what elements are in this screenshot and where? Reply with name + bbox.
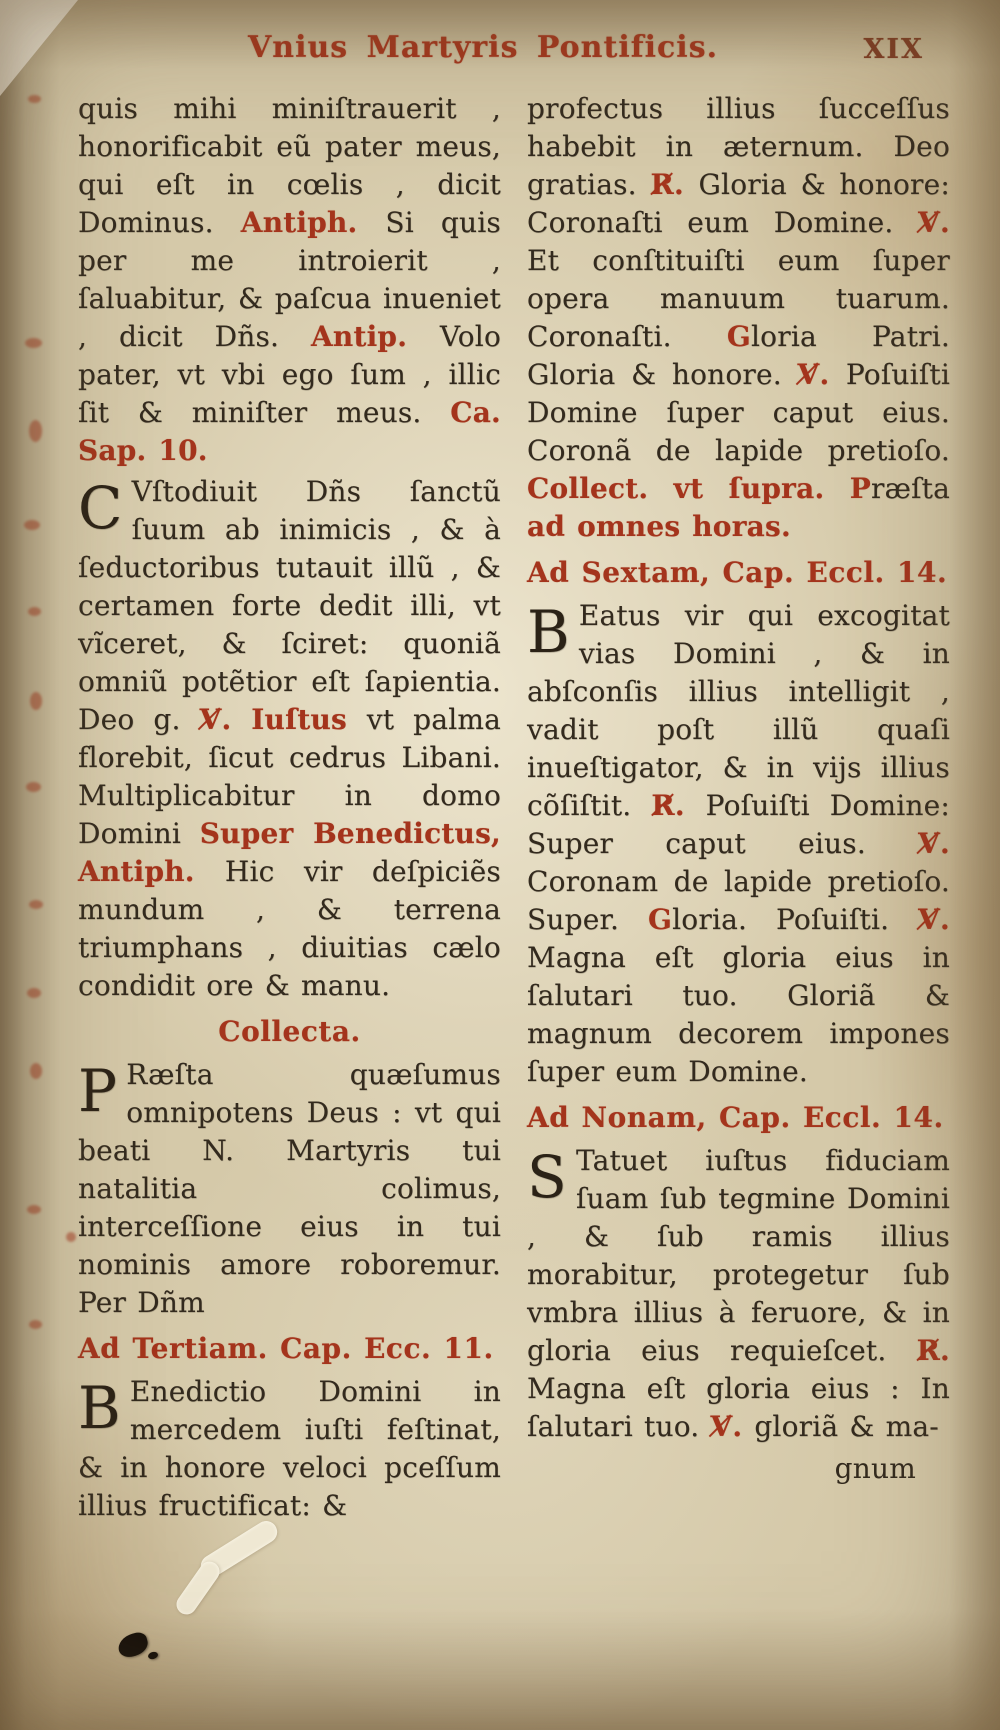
margin-mark [29,420,42,442]
section-heading [527,554,950,592]
rubric-text: Collect. vt ſupra. [527,472,850,505]
body-text: Vſtodiuit Dñs ſanctũ ſuum ab inimicis , & à ſeductoribus tutauit illũ , & certamen forte dedit illi, vt vĩceret, & ſciret: quoniã omniũ potẽtior eſt ſapientia. Deo g. [78,475,501,736]
body-text: Magna eſt gloria eius in ſalutari tuo. Gloriã & magnum decorem impones ſuper eum Domine. [527,941,950,1088]
body-text: vt palma florebit, ſicut cedrus Libani. Multiplicabitur in domo Domini [78,703,502,850]
rubric-text: Ad Nonam, Cap. Eccl. 14. [527,1101,944,1134]
margin-mark [29,1320,42,1329]
paragraph [527,1142,950,1446]
rubric-text: G [648,903,673,936]
section-heading [78,1330,501,1368]
margin-mark [27,988,41,998]
body-text: Eatus vir qui excogitat vias Domini , & in abſconſis illius intelligit , vadit poſt illũ quaſi inueſtigator, & in vijs illius cõſiſtit. [527,599,950,822]
body-text: Ræſta quæſumus omnipotens Deus : vt qui beati N. Martyris tui natalitia colimus, interceſſione eius in tui nominis amore roboremur. Per Dñm [78,1058,501,1319]
drop-cap-initial: C [78,474,123,542]
rubric-text: Ad Sextam, Cap. Eccl. 14. [527,556,948,589]
rubric-text: R̸. [650,168,699,201]
margin-mark [66,1232,76,1242]
body-text: Hic vir deſpiciẽs mundum , & terrena triumphans , diuitias cælo condidit ore & manu. [78,855,502,1002]
section-heading [527,1099,950,1137]
rubric-text: Antip. [310,320,440,353]
rubric-text: P [849,472,871,505]
body-text: profectus illius ſucceſſus habebit in æternum. Deo gratias. [527,92,950,201]
body-text: Gloria & honore: Coronaſti eum Domine. [527,168,950,239]
body-text: Coronam de lapide pretioſo. Super. [527,865,950,936]
margin-mark [24,520,40,530]
body-text: Poſuiſti Domine: Super caput eius. [527,789,951,860]
paragraph [527,597,950,1091]
body-text: loria Patri. Gloria & honore. [527,320,950,391]
body-text: gloriã & ma- [754,1410,939,1443]
body-text: Si quis per me introierit , ſaluabitur, & paſcua inueniet , dicit Dñs. [78,206,502,353]
margin-mark [28,95,41,103]
paragraph [78,473,501,1005]
rubric-text: G [726,320,752,353]
paragraph [78,1056,501,1322]
body-text: Poſuiſti Domine ſuper caput eius. Coronã de lapide pretioſo. [527,358,950,467]
rubric-text: R̸. [651,789,706,822]
page-corner-tear [0,0,90,100]
catchword: gnum [834,1452,916,1485]
paper-scuff [173,1558,224,1619]
rubric-text: V̸. [918,827,950,860]
body-text: quis mihi miniſtrauerit , honorificabit eũ pater meus, qui eſt in cœlis , dicit Dominus. [78,92,501,239]
rubric-text: Ad Tertiam. Cap. Ecc. 11. [78,1332,494,1365]
margin-mark [29,900,43,909]
rubric-text: Antiph. [240,206,386,239]
drop-cap-initial: B [78,1374,121,1442]
page-header [78,28,950,78]
page-number: XIX [863,34,924,65]
text-columns [78,90,950,1528]
margin-mark [30,692,42,710]
margin-mark [30,1063,42,1079]
drop-cap-initial: B [527,598,570,666]
margin-mark [27,1205,41,1214]
rubric-text: V̸. [918,206,950,239]
right-column [527,90,950,1528]
margin-mark [26,782,41,792]
rubric-text: V̸. [797,358,846,391]
section-heading [78,1013,501,1051]
paragraph [78,1373,501,1525]
rubric-text: ad omnes horas. [527,510,791,543]
drop-cap-initial: P [78,1057,118,1125]
body-text: Enedictio Domini in mercedem iuſti feſtinat, & in honore veloci pceſſum illius fructificat: & [78,1375,501,1522]
left-column [78,90,501,1528]
page-content [78,28,950,1528]
body-text: Magna eſt gloria eius : In ſalutari tuo. [527,1372,950,1443]
body-text: ræſta [870,472,950,505]
rubric-text: V̸. [710,1410,755,1443]
ink-blot [116,1630,151,1659]
body-text: Et conſtituiſti eum ſuper opera manuum tuarum. Coronaſti. [527,244,950,353]
margin-mark [25,338,42,348]
rubric-text: Ca. Sap. 10. [78,396,501,467]
running-title: Vnius Martyris Pontificis. [248,30,719,65]
margin-mark [28,607,41,616]
rubric-text: R̸. [916,1334,950,1367]
body-text: Volo pater, vt vbi ego ſum , illic ſit & miniſter meus. [78,320,501,429]
rubric-text: V̸. [918,903,950,936]
rubric-text: Collecta. [218,1015,361,1048]
drop-cap-initial: S [527,1143,567,1211]
rubric-text: V̸. Iuſtus [199,703,367,736]
body-text: Tatuet iuſtus fiduciam ſuam ſub tegmine Domini , & ſub ramis illius morabitur, protegetur ſub vmbra illius à feruore, & in gloria eius requieſcet. [527,1144,950,1367]
ink-blot [147,1651,159,1660]
paragraph [78,90,501,470]
rubric-text: Super Benedictus, Antiph. [78,817,501,888]
body-text: loria. Poſuiſti. [672,903,919,936]
paragraph [527,90,950,546]
